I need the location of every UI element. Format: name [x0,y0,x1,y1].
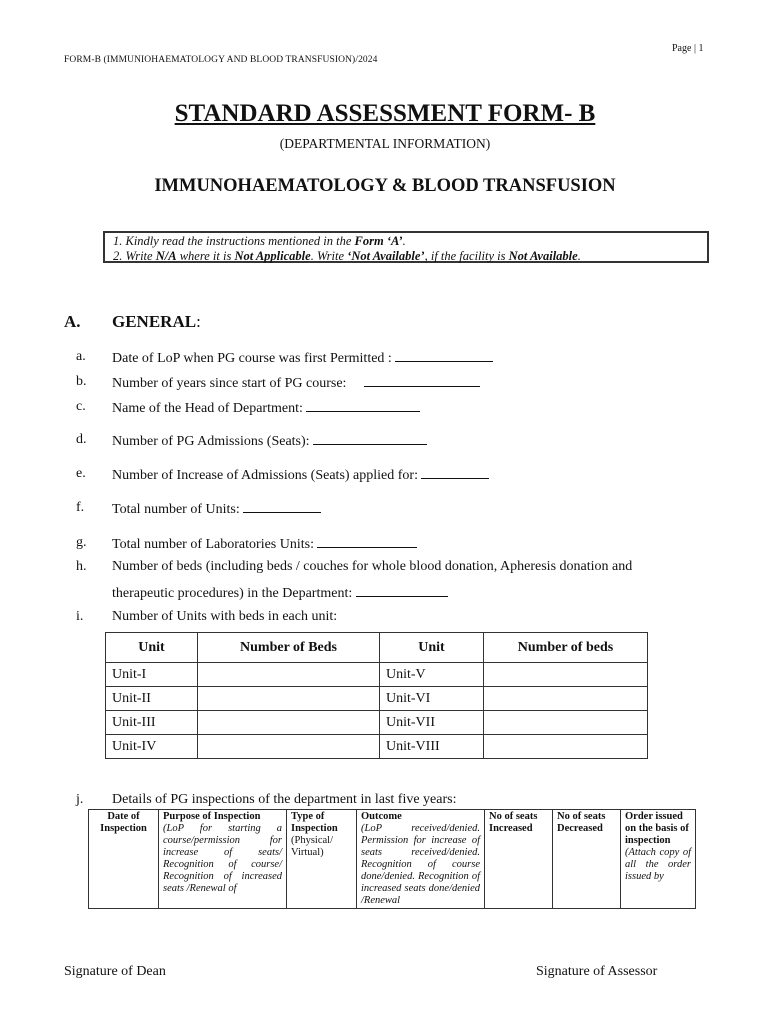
beds-cell[interactable] [484,663,648,687]
years-field[interactable] [364,374,480,387]
units-beds-table [105,632,648,759]
assessor-signature: Signature of Assessor [536,964,658,979]
beds-cell[interactable] [484,687,648,711]
increase-admissions-field[interactable] [421,466,489,479]
beds-cell[interactable] [484,735,648,759]
unit-name: Unit-II [106,687,198,711]
unit-name: Unit-III [106,711,198,735]
instruction-1: 1. Kindly read the instructions mentioned in the Form ‘A’. [113,234,406,248]
beds-header: Number of Beds [198,633,380,663]
table-row [106,663,648,687]
unit-name: Unit-VII [380,711,484,735]
unit-name: Unit-I [106,663,198,687]
beds-cell[interactable] [198,663,380,687]
outcome-header: Outcome (LoP received/denied. Permission for increase of seats received/denied. Recognition of course done/denied. Recognition of increased seats done/denied /Renewal [357,810,485,909]
pg-admissions-field[interactable] [313,432,427,445]
instruction-2: 2. Write N/A where it is Not Applicable. Write ‘Not Available’, if the facility is Not Available. [113,248,581,263]
instructions-box [103,231,709,263]
unit-name: Unit-IV [106,735,198,759]
unit-header: Unit [106,633,198,663]
beds-cell[interactable] [484,711,648,735]
unit-name: Unit-VIII [380,735,484,759]
purpose-header: Purpose of Inspection (LoP for starting a course/permission for increase of seats/ Recognition of course/ Recognition of increased seats /Renewal of [159,810,287,909]
order-note: (Attach copy of all the order issued by [625,847,691,882]
table-row [106,735,648,759]
beds-cell[interactable] [198,687,380,711]
beds-header: Number of beds [484,633,648,663]
hod-field[interactable] [306,399,420,412]
beds-cell[interactable] [198,711,380,735]
seats-increased-header: No of seats Increased [485,810,553,909]
total-units-field[interactable] [243,500,321,513]
form-reference: FORM-B (IMMUNIOHAEMATOLOGY AND BLOOD TRANSFUSION)/2024 [64,55,378,65]
page-title: STANDARD ASSESSMENT FORM- B [174,100,596,127]
unit-name: Unit-V [380,663,484,687]
lop-date-field[interactable] [395,349,493,362]
dean-signature: Signature of Dean [64,964,166,979]
page-number: Page | 1 [672,43,704,54]
table-row [106,687,648,711]
seats-decreased-header: No of seats Decreased [553,810,621,909]
inspection-details-table [88,809,696,909]
outcome-note: (LoP received/denied. Permission for increase of seats received/denied. Recognition of course done/denied. Recognition of increased seats done/denied /Renewal [361,823,480,906]
lab-units-field[interactable] [317,535,417,548]
purpose-note: (LoP for starting a course/permission for increase of seats/ Recognition of course/ Recognition of increased seats /Renewal of [163,823,282,894]
page-subtitle: (DEPARTMENTAL INFORMATION) [279,136,491,151]
table-row [106,711,648,735]
order-header: Order issued on the basis of inspection (Attach copy of all the order issued by [621,810,696,909]
beds-field[interactable] [356,584,448,597]
department-title: IMMUNOHAEMATOLOGY & BLOOD TRANSFUSION [154,176,616,196]
type-note: (Physical/ Virtual) [291,835,333,858]
type-header: Type of Inspection (Physical/ Virtual) [287,810,357,909]
unit-header: Unit [380,633,484,663]
section-letter: A. [64,312,81,331]
section-title: GENERAL: [112,312,201,331]
unit-name: Unit-VI [380,687,484,711]
beds-cell[interactable] [198,735,380,759]
date-of-inspection-header: Date of Inspection [89,810,159,909]
